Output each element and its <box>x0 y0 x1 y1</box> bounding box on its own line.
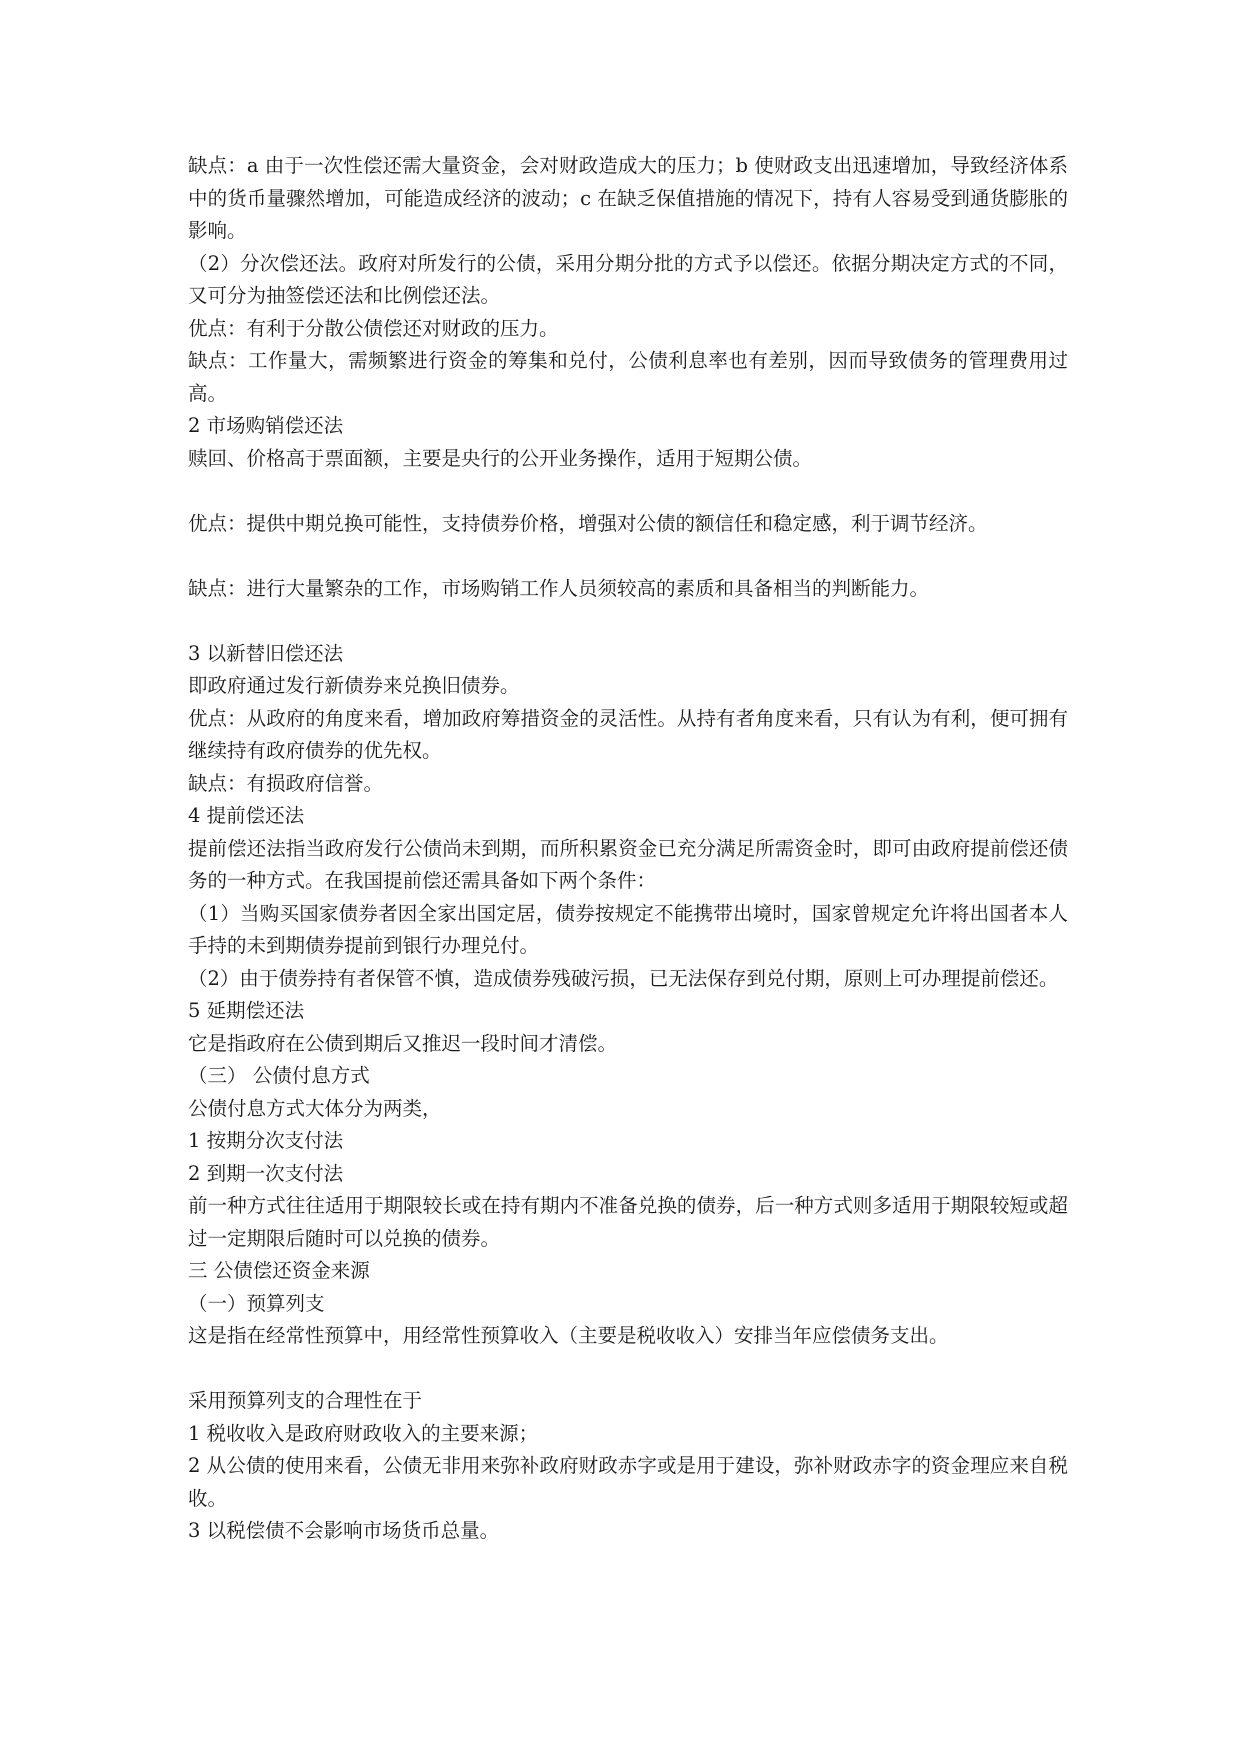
section-heading: 三 公债偿还资金来源 <box>188 1259 370 1282</box>
section-heading: 2 市场购销偿还法 <box>188 414 344 437</box>
section-heading: （三） 公债付息方式 <box>188 1064 370 1087</box>
list-item: 1 税收收入是政府财政收入的主要来源； <box>188 1421 539 1445</box>
paragraph: 优点：提供中期兑换可能性，支持债券价格，增强对公债的额信任和稳定感，利于调节经济。 <box>188 511 988 535</box>
section-heading: （一）预算列支 <box>188 1291 325 1315</box>
paragraph: 它是指政府在公债到期后又推迟一段时间才清偿。 <box>188 1031 618 1055</box>
section-heading: 5 延期偿还法 <box>188 999 305 1022</box>
paragraph: 优点：有利于分散公债偿还对财政的压力。 <box>188 316 559 340</box>
paragraph: 这是指在经常性预算中，用经常性预算收入（主要是税收收入）安排当年应偿债务支出。 <box>188 1324 949 1347</box>
paragraph: 缺点：a 由于一次性偿还需大量资金，会对财政造成大的压力；b 使财政支出迅速增加，导致经济体系中的货币量骤然增加，可能造成经济的波动；c 在缺乏保值措施的情况下，持有人容易受到通货膨胀的影响。 <box>188 154 1068 242</box>
paragraph: （2）分次偿还法。政府对所发行的公债，采用分期分批的方式予以偿还。依据分期决定方式的不同，又可分为抽签偿还法和比例偿还法。 <box>188 251 1068 307</box>
list-item: 2 从公债的使用来看，公债无非用来弥补政府财政赤字或是用于建设，弥补财政赤字的资金理应来自税收。 <box>188 1454 1068 1510</box>
paragraph: 优点：从政府的角度来看，增加政府筹措资金的灵活性。从持有者角度来看，只有认为有利，便可拥有继续持有政府债券的优先权。 <box>188 706 1068 762</box>
blank-line <box>188 605 1068 638</box>
paragraph: 提前偿还法指当政府发行公债尚未到期，而所积累资金已充分满足所需资金时，即可由政府提前偿还债务的一种方式。在我国提前偿还需具备如下两个条件： <box>188 836 1068 892</box>
paragraph: （1）当购买国家债券者因全家出国定居，债券按规定不能携带出境时，国家曾规定允许将出国者本人手持的未到期债券提前到银行办理兑付。 <box>188 901 1068 957</box>
blank-line <box>188 540 1068 573</box>
paragraph: 缺点：有损政府信誉。 <box>188 771 384 795</box>
paragraph: 采用预算列支的合理性在于 <box>188 1389 423 1412</box>
section-heading: 3 以新替旧偿还法 <box>188 641 344 665</box>
paragraph: 赎回、价格高于票面额，主要是央行的公开业务操作，适用于短期公债。 <box>188 446 813 470</box>
paragraph: 即政府通过发行新债券来兑换旧债券。 <box>188 674 520 697</box>
list-item: 1 按期分次支付法 <box>188 1129 344 1152</box>
document-body <box>188 150 1068 1548</box>
list-item: 2 到期一次支付法 <box>188 1161 344 1185</box>
section-heading: 4 提前偿还法 <box>188 804 305 827</box>
blank-line <box>188 1353 1068 1386</box>
blank-line <box>188 475 1068 508</box>
paragraph: 缺点：进行大量繁杂的工作，市场购销工作人员须较高的素质和具备相当的判断能力。 <box>188 576 930 600</box>
paragraph: 缺点：工作量大，需频繁进行资金的筹集和兑付，公债利息率也有差别，因而导致债务的管理费用过高。 <box>188 349 1068 405</box>
paragraph: （2）由于债券持有者保管不慎，造成债券残破污损，已无法保存到兑付期，原则上可办理提前偿还。 <box>188 966 1059 990</box>
paragraph: 前一种方式往往适用于期限较长或在持有期内不准备兑换的债券，后一种方式则多适用于期限较短或超过一定期限后随时可以兑换的债券。 <box>188 1194 1068 1250</box>
list-item: 3 以税偿债不会影响市场货币总量。 <box>188 1519 500 1542</box>
paragraph: 公债付息方式大体分为两类， <box>188 1096 442 1120</box>
